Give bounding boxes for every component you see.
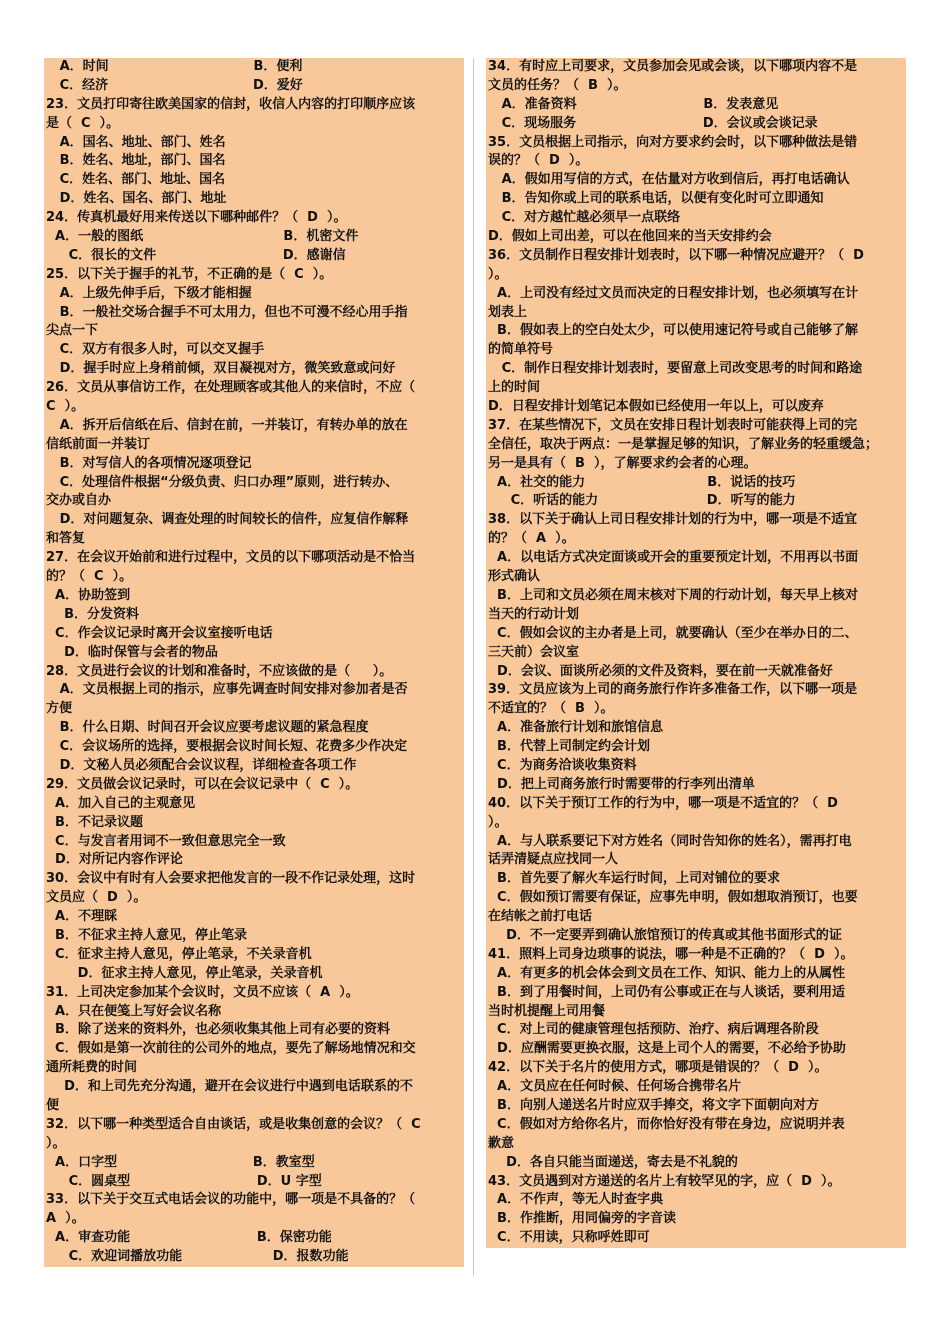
- text-line: 当时机提醒上司用餐: [488, 1003, 606, 1019]
- left-column: [44, 58, 464, 1267]
- text-line: 尖点一下: [46, 323, 99, 339]
- text-line: A．加入自己的主观意见: [46, 795, 196, 811]
- text-line: B．假如表上的空白处太少，可以使用速记符号或自己能够了解: [488, 323, 858, 339]
- text-line: A．上司没有经过文员而决定的日程安排计划，也必须填写在计: [488, 285, 859, 301]
- text-line: A．准备资料 B．发表意见: [488, 96, 779, 112]
- text-line: 32．以下哪一种类型适合自由谈话，或是收集创意的会议？（ C: [46, 1116, 421, 1132]
- text-line: C．假如预订需要有保证，应事先申明，假如想取消预订，也要: [488, 890, 858, 906]
- text-line: 和答复: [46, 531, 86, 547]
- text-line: D．各自只能当面递送，寄去是不礼貌的: [488, 1154, 738, 1170]
- text-line: C．现场服务 D．会议或会谈记录: [488, 115, 818, 131]
- text-line: 误的？（ D ）。: [488, 153, 589, 169]
- text-line: B．作推断，用同偏旁的字音读: [488, 1211, 676, 1227]
- text-line: A．不理睬: [46, 909, 118, 925]
- text-line: B．代替上司制定约会计划: [488, 739, 650, 755]
- text-line: A．上级先伸手后，下级才能相握: [46, 285, 252, 301]
- text-line: C．不用读，只称呼姓即可: [488, 1230, 650, 1246]
- text-line: C．姓名、部门、地址、国名: [46, 172, 226, 188]
- text-line: A．假如用写信的方式，在估量对方收到信后，再打电话确认: [488, 172, 850, 188]
- text-line: C．假如对方给你名片，而你恰好没有带在身边，应说明并表: [488, 1116, 845, 1132]
- text-line: 另一是具有（ B ），了解要求约会者的心理。: [488, 455, 757, 471]
- text-line: 33．以下关于交互式电话会议的功能中，哪一项是不具备的？（: [46, 1192, 416, 1208]
- text-line: 划表上: [488, 304, 528, 320]
- text-line: C ）。: [46, 399, 85, 415]
- text-line: A．文员应在任何时候、任何场合携带名片: [488, 1079, 742, 1095]
- text-line: 39．文员应该为上司的商务旅行作许多准备工作，以下哪一项是: [488, 682, 858, 698]
- text-line: 23．文员打印寄往欧美国家的信封，收信人内容的打印顺序应该: [46, 96, 416, 112]
- text-line: A．有更多的机会体会到文员在工作、知识、能力上的从属性: [488, 965, 846, 981]
- text-line: 便: [46, 1097, 60, 1113]
- text-line: ）。: [488, 814, 508, 830]
- text-line: 24．传真机最好用来传送以下哪种邮件？（ D ）。: [46, 210, 347, 226]
- text-line: C．假如是第一次前往的公司外的地点，要先了解场地情况和交: [46, 1041, 416, 1057]
- text-line: 40．以下关于预订工作的行为中，哪一项是不适宜的？（ D: [488, 795, 838, 811]
- text-line: A．协助签到: [46, 587, 131, 603]
- text-line: 的？（ C ）。: [46, 569, 133, 585]
- text-line: B．姓名、地址，部门、国名: [46, 153, 226, 169]
- text-line: 29．文员做会议记录时，可以在会议记录中（ C ）。: [46, 776, 359, 792]
- text-line: 话弄清疑点应找同一人: [488, 852, 619, 868]
- text-line: 25．以下关于握手的礼节，不正确的是（ C ）。: [46, 266, 333, 282]
- text-line: 30．会议中有时有人会要求把他发言的一段不作记录处理，这时: [46, 871, 416, 887]
- text-line: A．文员根据上司的指示，应事先调查时间安排对参加者是否: [46, 682, 408, 698]
- text-line: D．把上司商务旅行时需要带的行李列出清单: [488, 776, 755, 792]
- text-line: C．双方有很多人时，可以交叉握手: [46, 342, 265, 358]
- text-line: A．只在便笺上写好会议名称: [46, 1003, 222, 1019]
- text-line: D．和上司先充分沟通，避开在会议进行中遇到电话联系的不: [46, 1079, 413, 1095]
- text-line: 38．以下关于确认上司日程安排计划的行为中，哪一项是不适宜: [488, 512, 858, 528]
- text-line: B．什么日期、时间召开会议应要考虑议题的紧急程度: [46, 720, 369, 736]
- text-line: 不适宜的？（ B ）。: [488, 701, 614, 717]
- text-line: C．对方越忙越必须早一点联络: [488, 210, 681, 226]
- text-line: 28．文员进行会议的计划和准备时，不应该做的是（ ）。: [46, 663, 393, 679]
- text-line: 的？（ A ）。: [488, 531, 575, 547]
- text-line: B．分发资料: [46, 606, 140, 622]
- text-line: ）。: [488, 266, 508, 282]
- text-line: A．与人联系要记下对方姓名（同时告知你的姓名），需再打电: [488, 833, 852, 849]
- column-divider: [473, 58, 474, 1276]
- text-line: B．首先要了解火车运行时间，上司对铺位的要求: [488, 871, 780, 887]
- text-line: 27．在会议开始前和进行过程中，文员的以下哪项活动是不恰当: [46, 550, 416, 566]
- text-line: D．对所记内容作评论: [46, 852, 183, 868]
- text-line: C．处理信件根据“分级负责、归口办理”原则，进行转办、: [46, 474, 399, 490]
- text-line: C．对上司的健康管理包括预防、治疗、病后调理各阶段: [488, 1022, 819, 1038]
- text-line: C．为商务洽谈收集资料: [488, 757, 637, 773]
- text-line: C．经济 D．爱好: [46, 77, 303, 93]
- text-line: C．制作日程安排计划表时，要留意上司改变思考的时间和路途: [488, 361, 863, 377]
- text-line: C．与发言者用词不一致但意思完全一致: [46, 833, 286, 849]
- text-line: A．以电话方式决定面谈或开会的重要预定计划，不用再以书面: [488, 550, 859, 566]
- text-line: D．姓名、国名、部门、地址: [46, 191, 227, 207]
- text-line: B．除了送来的资料外，也必须收集其他上司有必要的资料: [46, 1022, 390, 1038]
- text-line: 36．文员制作日程安排计划表时，以下哪一种情况应避开？（ D: [488, 247, 864, 263]
- text-line: B．一般社交场合握手不可太用力，但也不可漫不经心用手指: [46, 304, 408, 320]
- text-line: A ）。: [46, 1211, 85, 1227]
- text-line: A．时间 B．便利: [46, 59, 303, 74]
- text-line: C．听话的能力 D．听写的能力: [488, 493, 796, 509]
- text-line: 在结帐之前打电话: [488, 909, 593, 925]
- text-line: 31．上司决定参加某个会议时，文员不应该（ A ）。: [46, 984, 359, 1000]
- text-line: 26．文员从事信访工作，在处理顾客或其他人的来信时，不应（: [46, 380, 416, 396]
- text-line: 43．文员遇到对方递送的名片上有较罕见的字，应（ D ）。: [488, 1173, 841, 1189]
- text-line: A．准备旅行计划和旅馆信息: [488, 720, 664, 736]
- text-line: 的简单符号: [488, 342, 554, 358]
- text-line: C．作会议记录时离开会议室接听电话: [46, 625, 273, 641]
- right-column: [486, 58, 906, 1248]
- text-line: A．口字型 B．教室型: [46, 1154, 315, 1170]
- text-line: A．国名、地址、部门、姓名: [46, 134, 226, 150]
- text-line: 41．照料上司身边琐事的说法，哪一种是不正确的？（ D ）。: [488, 946, 854, 962]
- text-line: D．会议、面谈所必须的文件及资料，要在前一天就准备好: [488, 663, 833, 679]
- text-line: D．假如上司出差，可以在他回来的当天安排约会: [488, 229, 772, 245]
- text-line: 当天的行动计划: [488, 606, 580, 622]
- text-line: 文员的任务？（ B ）。: [488, 77, 627, 93]
- text-line: 34．有时应上司要求，文员参加会见或会谈，以下哪项内容不是: [488, 59, 858, 74]
- text-line: C．很长的文件 D．感谢信: [46, 247, 346, 263]
- text-line: A．拆开后信纸在后、信封在前，一并装订，有转办单的放在: [46, 417, 408, 433]
- text-line: B．向别人递送名片时应双手捧交，将文字下面朝向对方: [488, 1097, 819, 1113]
- text-line: A．不作声，等无人时查字典: [488, 1192, 664, 1208]
- text-line: 歉意: [488, 1135, 515, 1151]
- text-line: 三天前）会议室: [488, 644, 580, 660]
- text-line: 信纸前面一并装订: [46, 436, 151, 452]
- text-line: B．到了用餐时间，上司仍有公事或正在与人谈话，要利用适: [488, 984, 845, 1000]
- text-line: A．一般的图纸 B．机密文件: [46, 229, 359, 245]
- text-line: D．握手时应上身稍前倾，双目凝视对方，微笑致意或问好: [46, 361, 396, 377]
- text-line: B．不记录议题: [46, 814, 143, 830]
- text-line: 42．以下关于名片的使用方式，哪项是错误的？（ D ）。: [488, 1060, 828, 1076]
- text-line: B．不征求主持人意见，停止笔录: [46, 927, 247, 943]
- text-line: 方便: [46, 701, 73, 717]
- text-line: D．临时保管与会者的物品: [46, 644, 218, 660]
- text-line: 交办或自办: [46, 493, 112, 509]
- text-line: 37．在某些情况下，文员在安排日程计划表时可能获得上司的完: [488, 417, 858, 433]
- text-line: D．不一定要弄到确认旅馆预订的传真或其他书面形式的证: [488, 927, 842, 943]
- text-line: C．假如会议的主办者是上司，就要确认（至少在举办日的二、: [488, 625, 858, 641]
- text-line: 上的时间: [488, 380, 541, 396]
- text-line: 是（ C ）。: [46, 115, 120, 131]
- text-line: A．社交的能力 B．说话的技巧: [488, 474, 796, 490]
- text-line: 通所耗费的时间: [46, 1060, 138, 1076]
- text-line: 全信任，取决于两点：一是掌握足够的知识，了解业务的轻重缓急；: [488, 436, 879, 452]
- text-line: D．应酬需要更换衣服，这是上司个人的需要，不必给予协助: [488, 1041, 846, 1057]
- text-line: C．会议场所的选择，要根据会议时间长短、花费多少作决定: [46, 739, 408, 755]
- text-line: C．圆桌型 D．U 字型: [46, 1173, 322, 1189]
- text-line: C．欢迎词播放功能 D．报数功能: [46, 1249, 349, 1265]
- text-line: ）。: [46, 1135, 66, 1151]
- text-line: B．上司和文员必须在周末核对下周的行动计划，每天早上核对: [488, 587, 858, 603]
- text-line: 35．文员根据上司指示，向对方要求约会时，以下哪种做法是错: [488, 134, 858, 150]
- text-line: D．日程安排计划笔记本假如已经使用一年以上，可以废弃: [488, 399, 824, 415]
- text-line: D．文秘人员必须配合会议议程，详细检查各项工作: [46, 757, 357, 773]
- text-line: B．对写信人的各项情况逐项登记: [46, 455, 252, 471]
- text-line: D．征求主持人意见，停止笔录，关录音机: [46, 965, 323, 981]
- text-line: C．征求主持人意见，停止笔录，不关录音机: [46, 946, 312, 962]
- text-line: B．告知你或上司的联系电话，以便有变化时可立即通知: [488, 191, 824, 207]
- text-line: 文员应（ D ）。: [46, 890, 147, 906]
- text-line: A．审查功能 B．保密功能: [46, 1230, 332, 1246]
- text-line: D．对问题复杂、调查处理的时间较长的信件，应复信作解释: [46, 512, 409, 528]
- text-line: 形式确认: [488, 569, 541, 585]
